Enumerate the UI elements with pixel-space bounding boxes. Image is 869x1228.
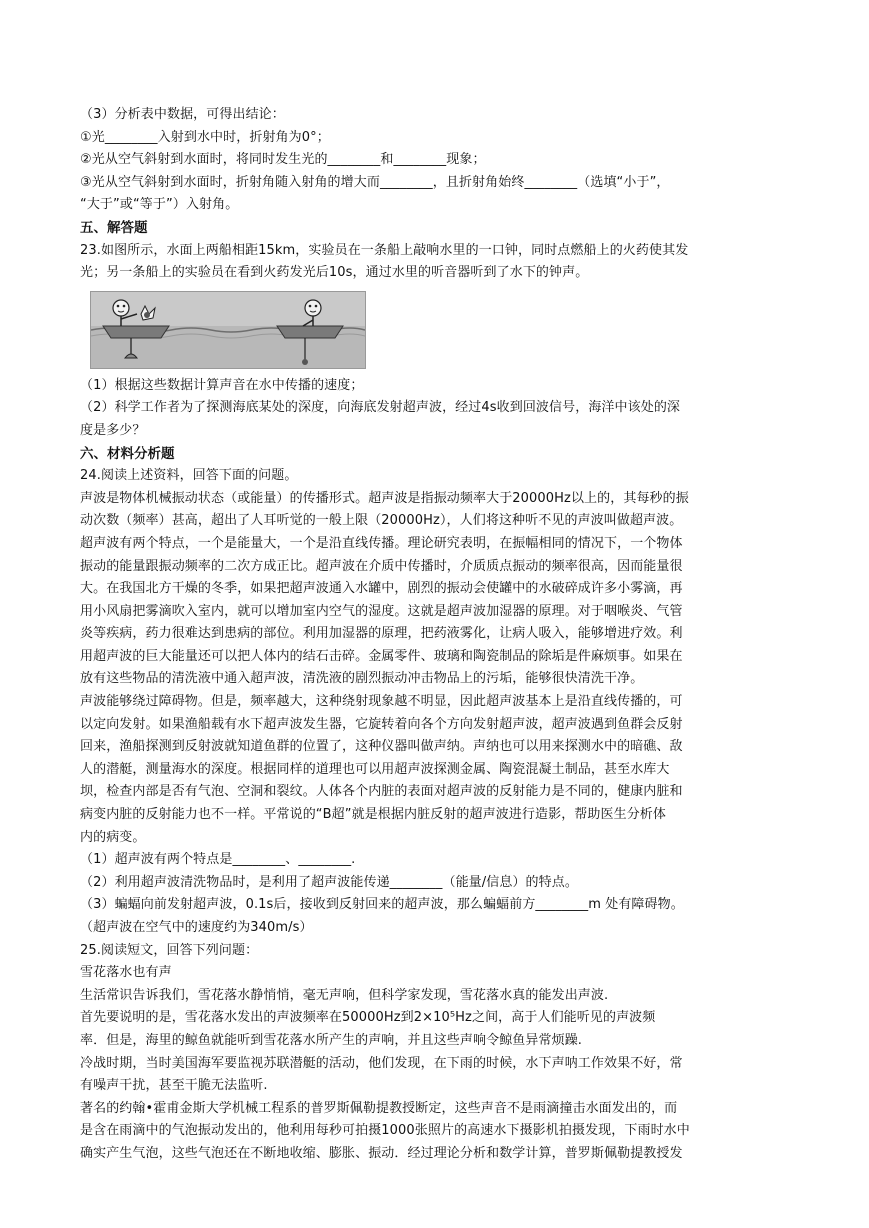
q25-line: 生活常识告诉我们，雪花落水静悄悄，毫无声响，但科学家发现，雪花落水真的能发出声波.: [80, 987, 609, 1003]
q22-conclusion-1: ①光________入射到水中时，折射角为0°；: [80, 129, 330, 145]
q24-p2-line: 声波能够绕过障碍物。但是，频率越大，这种绕射现象越不明显，因此超声波基本上是沿直线传播的，可: [80, 694, 683, 710]
q22-sub3-intro: （3）分析表中数据，可得出结论：: [80, 107, 285, 122]
q24-p1-line: 振动的能量跟振动频率的二次方成正比。超声波在介质中传播时，介质质点振动的频率很高，因而能量很: [80, 558, 683, 574]
q23-sub2: （2）科学工作者为了探测海底某处的深度，向海底发射超声波，经过4s收到回波信号，海洋中该处的深: [80, 400, 681, 416]
q24-p1-line: 超声波有两个特点，一个是能量大，一个是沿直线传播。理论研究表明，在振幅相同的情况下，一个物体: [80, 535, 683, 551]
q24-p1-line: 大。在我国北方干燥的冬季，如果把超声波通入水罐中，剧烈的振动会使罐中的水破碎成许多小雾滴，再: [80, 581, 683, 597]
q24-sub1: （1）超声波有两个特点是________、________.: [80, 852, 356, 868]
q25-title: 雪花落水也有声: [80, 965, 172, 981]
q24-sub2: （2）利用超声波清洗物品时，是利用了超声波能传递________（能量/信息）的特点。: [80, 874, 578, 890]
q25-line: 冷战时期，当时美国海军要监视苏联潜艇的活动，他们发现，在下雨的时候，水下声呐工作效果不好，常: [80, 1055, 683, 1071]
q22-conclusion-2: ②光从空气斜射到水面时，将同时发生光的________和________现象；: [80, 152, 486, 168]
boats-figure: [90, 291, 366, 369]
q24-p2-line: 坝，检查内部是否有气泡、空洞和裂纹。人体各个内脏的表面对超声波的反射能力是不同的，健康内脏和: [80, 784, 683, 800]
boats-illustration: [91, 292, 365, 368]
q24-p1-line: 用小风扇把雾滴吹入室内，就可以增加室内空气的湿度。这就是超声波加湿器的原理。对于咽喉炎、气管: [80, 603, 683, 619]
q25-line: 著名的约翰•霍甫金斯大学机械工程系的普罗斯佩勒提教授断定，这些声音不是雨滴撞击水面发出的，而: [80, 1100, 678, 1116]
q24-p2-line: 病变内脏的反射能力也不一样。平常说的“B超”就是根据内脏反射的超声波进行造影，帮助医生分析体: [80, 807, 666, 823]
q22-conclusion-3: ③光从空气斜射到水面时，折射角随入射角的增大而________，且折射角始终________（选填“小于”，: [80, 174, 670, 190]
q25-intro: 25.阅读短文，回答下列问题：: [80, 942, 259, 958]
q24-p1-line: 声波是物体机械振动状态（或能量）的传播形式。超声波是指振动频率大于20000Hz以上的，其每秒的振: [80, 490, 689, 506]
q24-p2-line: 以定向发射。如果渔船载有水下超声波发生器，它旋转着向各个方向发射超声波，超声波遇到鱼群会反射: [80, 716, 683, 732]
q25-line: 有噪声干扰，甚至干脆无法监听.: [80, 1078, 268, 1094]
q24-p1-line: 放有这些物品的清洗液中通入超声波，清洗液的剧烈振动冲击物品上的污垢，能够很快清洗干净。: [80, 671, 644, 687]
q23-stem-cont: 光；另一条船上的实验员在看到火药发光后10s，通过水里的听音器听到了水下的钟声。: [80, 265, 589, 281]
q24-p1-line: 炎等疾病，药力很难达到患病的部位。利用加湿器的原理，把药液雾化，让病人吸入，能够增进疗效。利: [80, 626, 683, 642]
q24-sub3: （3）蝙蝠向前发射超声波，0.1s后，接收到反射回来的超声波，那么蝙蝠前方________m 处有障碍物。: [80, 897, 684, 913]
q25-line: 率．但是，海里的鲸鱼就能听到雪花落水所产生的声响，并且这些声响令鲸鱼异常烦躁.: [80, 1032, 583, 1048]
q24-p1-line: 用超声波的巨大能量还可以把人体内的结石击碎。金属零件、玻璃和陶瓷制品的除垢是件麻烦事。如果在: [80, 648, 683, 664]
q25-line: 首先要说明的是，雪花落水发出的声波频率在50000Hz到2×10⁵Hz之间，高于人们能听见的声波频: [80, 1010, 656, 1026]
q23-sub2-cont: 度是多少？: [80, 422, 146, 438]
q25-line: 确实产生气泡，这些气泡还在不断地收缩、膨胀、振动．经过理论分析和数学计算，普罗斯佩勒提教授发: [80, 1145, 683, 1161]
section-heading-answer: 五、解答题: [80, 219, 148, 236]
q22-conclusion-3-cont: “大于”或“等于”）入射角。: [80, 197, 239, 213]
page-content: [80, 104, 792, 1166]
q24-intro: 24.阅读上述资料，回答下面的问题。: [80, 468, 298, 484]
q24-sub3-note: （超声波在空气中的速度约为340m/s）: [80, 920, 313, 935]
q24-p2-line: 回来，渔船探测到反射波就知道鱼群的位置了，这种仪器叫做声纳。声纳也可以用来探测水中的暗礁、敌: [80, 739, 683, 755]
q25-line: 是含在雨滴中的气泡振动发出的，他利用每秒可拍摄1000张照片的高速水下摄影机拍摄发现，下雨时水中: [80, 1123, 690, 1139]
q24-p2-line: 内的病变。: [80, 829, 146, 845]
q24-p2-line: 人的潜艇，测量海水的深度。根据同样的道理也可以用超声波探测金属、陶瓷混凝土制品，甚至水库大: [80, 761, 670, 777]
q23-stem: 23.如图所示，水面上两船相距15km，实验员在一条船上敲响水里的一口钟，同时点燃船上的火药使其发: [80, 242, 689, 258]
q23-sub1: （1）根据这些数据计算声音在水中传播的速度；: [80, 377, 364, 393]
section-heading-material: 六、材料分析题: [80, 445, 175, 462]
q24-p1-line: 动次数（频率）甚高，超出了人耳听觉的一般上限（20000Hz），人们将这种听不见的声波叫做超声波。: [80, 513, 683, 529]
